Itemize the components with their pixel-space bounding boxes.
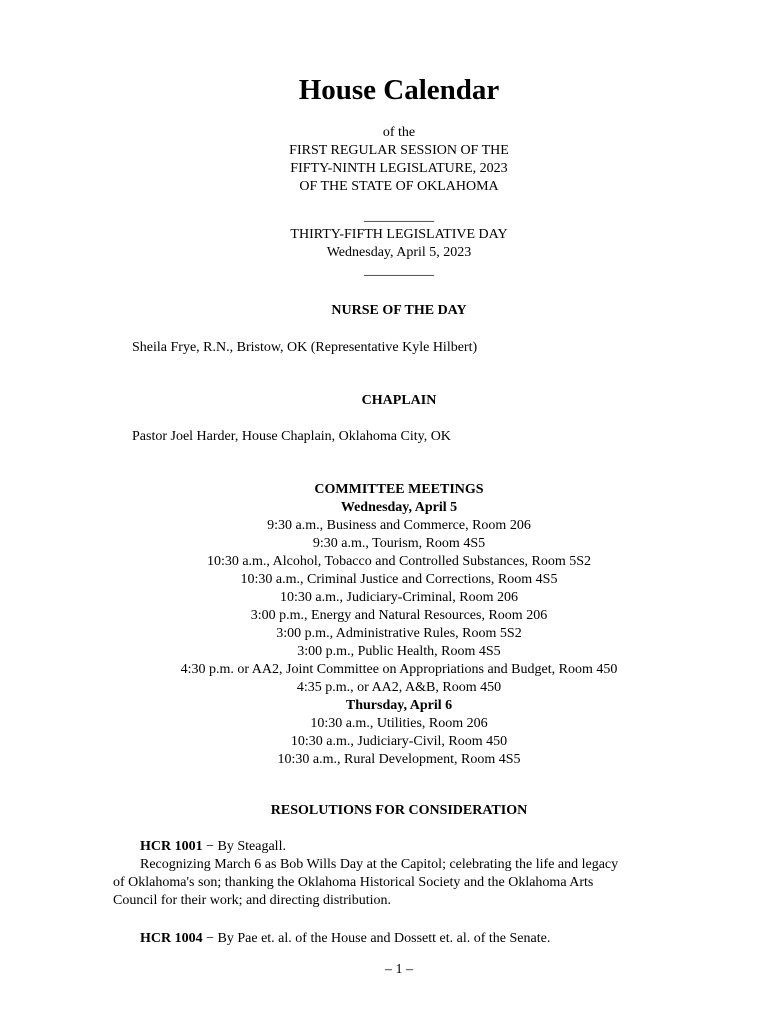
committee-item: 9:30 a.m., Business and Commerce, Room 206 [267, 518, 531, 533]
committee-item: 10:30 a.m., Alcohol, Tobacco and Controlled Substances, Room 5S2 [206, 554, 592, 569]
resolution-author: − By Pae et. al. of the House and Dossett et. al. of the Senate. [202, 931, 551, 946]
resolution-title-line [113, 930, 673, 948]
committee-item: 4:30 p.m. or AA2, Joint Committee on Appropriations and Budget, Room 450 [180, 662, 618, 677]
committee-item: 3:00 p.m., Energy and Natural Resources, Room 206 [250, 608, 548, 623]
header-line: FIFTY-NINTH LEGISLATURE, 2023 [290, 161, 508, 176]
page-number: – 1 – [385, 962, 413, 977]
resolution-number: HCR 1004 [140, 931, 203, 946]
legislative-day: THIRTY-FIFTH LEGISLATIVE DAY [290, 227, 508, 242]
committee-item: 3:00 p.m., Administrative Rules, Room 5S2 [276, 626, 522, 641]
header-line: OF THE STATE OF OKLAHOMA [299, 179, 499, 194]
resolution-number: HCR 1001 [140, 839, 203, 854]
committee-item: 10:30 a.m., Rural Development, Room 4S5 [277, 752, 521, 767]
chaplain-text: Pastor Joel Harder, House Chaplain, Oklahoma City, OK [132, 429, 451, 444]
divider-rule: __________ [364, 263, 434, 278]
resolution-item [113, 838, 673, 910]
session-date: Wednesday, April 5, 2023 [326, 245, 472, 260]
resolution-title-line [113, 838, 673, 856]
resolution-text-line: Council for their work; and directing distribution. [113, 893, 392, 908]
committee-item: 10:30 a.m., Criminal Justice and Corrections, Room 4S5 [240, 572, 558, 587]
chaplain-heading: CHAPLAIN [361, 393, 437, 408]
header-line: FIRST REGULAR SESSION OF THE [289, 143, 509, 158]
committee-day: Thursday, April 6 [345, 698, 453, 713]
committee-day: Wednesday, April 5 [340, 500, 458, 515]
header-line: of the [382, 125, 416, 140]
resolution-text-line: of Oklahoma's son; thanking the Oklahoma Historical Society and the Oklahoma Arts [113, 875, 594, 890]
spacer [14, 196, 770, 208]
session-header [14, 124, 770, 280]
resolution-item [113, 930, 673, 948]
committee-item: 10:30 a.m., Judiciary-Civil, Room 450 [290, 734, 508, 749]
resolution-text-line: Recognizing March 6 as Bob Wills Day at the Capitol; celebrating the life and legacy [140, 857, 619, 872]
committee-item: 4:35 p.m., or AA2, A&B, Room 450 [296, 680, 502, 695]
committee-item: 3:00 p.m., Public Health, Room 4S5 [297, 644, 501, 659]
committee-item: 9:30 a.m., Tourism, Room 4S5 [312, 536, 486, 551]
nurse-heading: NURSE OF THE DAY [331, 303, 467, 318]
committee-meetings [14, 481, 770, 769]
page-title: House Calendar [298, 74, 500, 106]
resolution-author: − By Steagall. [202, 839, 286, 854]
committee-item: 10:30 a.m., Utilities, Room 206 [310, 716, 488, 731]
resolutions-heading: RESOLUTIONS FOR CONSIDERATION [270, 803, 528, 818]
committee-item: 10:30 a.m., Judiciary-Criminal, Room 206 [280, 590, 518, 605]
committee-heading: COMMITTEE MEETINGS [314, 482, 484, 497]
divider-rule: __________ [364, 209, 434, 224]
nurse-text: Sheila Frye, R.N., Bristow, OK (Representative Kyle Hilbert) [132, 340, 478, 355]
